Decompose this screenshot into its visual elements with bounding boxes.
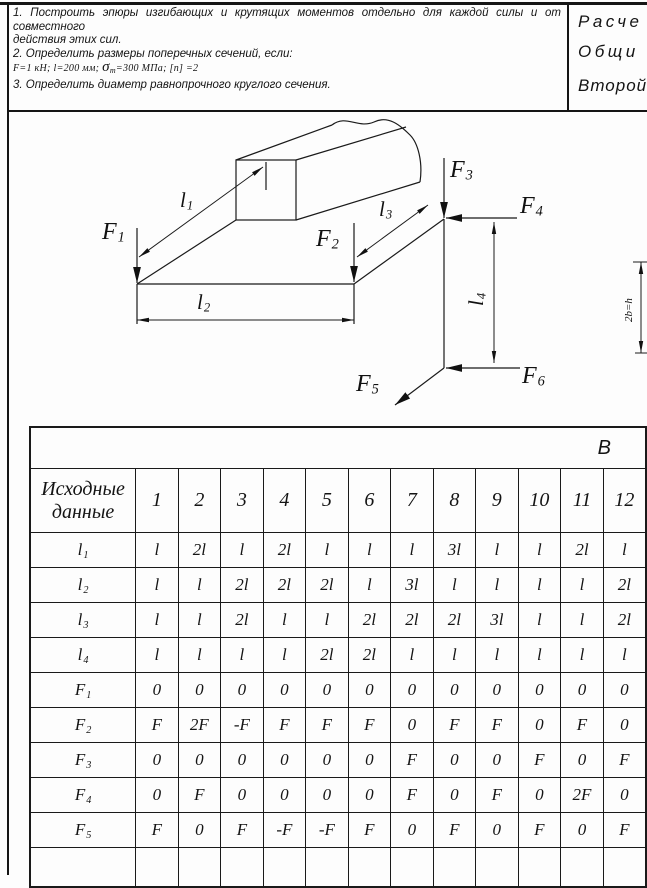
value-cell: -F [263,813,305,848]
stub-header-cell: Исходные данные [30,469,136,533]
task-line-1: 1. Построить эпюры изгибающих и крутящих моментов отдельно для каждой силы и от совместного [13,7,561,33]
value-cell: 2l [603,568,646,603]
row-label-cell: $F_3$ [30,743,136,778]
value-cell: 0 [476,673,518,708]
value-cell: 2l [306,638,348,673]
table-row [30,813,646,848]
value-cell: 0 [518,708,561,743]
value-cell: 2l [263,568,305,603]
value-cell: 0 [476,743,518,778]
value-cell: F [391,743,433,778]
value-cell: F [221,813,263,848]
value-cell: 3l [433,533,475,568]
value-cell: F [603,813,646,848]
clipped-cell [136,848,178,888]
value-cell: 0 [433,778,475,813]
value-cell: 0 [178,813,221,848]
value-cell: 0 [136,673,178,708]
variant-number-cell: 9 [476,469,518,533]
value-cell: -F [221,708,263,743]
value-cell: l [476,533,518,568]
clipped-cell [306,848,348,888]
value-cell: F [263,708,305,743]
variant-number-cell: 12 [603,469,646,533]
value-cell: l [561,568,604,603]
table-row [30,778,646,813]
value-cell: 2l [561,533,604,568]
value-cell: 0 [221,743,263,778]
title-block-line-2: Общи [578,42,639,61]
force-arrow-f5 [395,368,444,405]
clipped-cell [263,848,305,888]
value-cell: 0 [348,778,390,813]
value-cell: l [178,603,221,638]
variant-number-cell: 10 [518,469,561,533]
value-cell: F [561,708,604,743]
value-cell: l [518,603,561,638]
sigma-symbol: σ [102,59,110,75]
title-block-line-1: Расче [578,12,643,31]
value-cell: l [348,533,390,568]
force-label-f1: F1 [102,219,125,246]
value-cell: 0 [221,673,263,708]
value-cell: 0 [433,673,475,708]
header-row [30,469,646,533]
row-label-cell: $l_2$ [30,568,136,603]
row-label-cell: $l_1$ [30,533,136,568]
value-cell: F [348,813,390,848]
frame-diagram [0,110,647,425]
break-wavy-line [332,120,421,182]
value-cell: 2l [178,533,221,568]
value-cell: F [348,708,390,743]
value-cell: F [136,708,178,743]
value-cell: l [178,638,221,673]
value-cell: l [263,603,305,638]
value-cell: l [518,638,561,673]
value-cell: l [561,638,604,673]
value-cell: l [433,568,475,603]
value-cell: 0 [136,778,178,813]
force-label-f5: F5 [356,371,379,398]
force-label-f2: F2 [316,226,339,253]
clipped-cell [561,848,604,888]
value-cell: 2F [561,778,604,813]
value-cell: 2l [306,568,348,603]
clipped-cell [518,848,561,888]
title-block-line-3: Второй [578,76,647,95]
value-cell: 0 [603,708,646,743]
value-cell: F [136,813,178,848]
row-label-cell: $F_2$ [30,708,136,743]
value-cell: 0 [136,743,178,778]
value-cell: l [136,638,178,673]
value-cell: 0 [603,778,646,813]
value-cell: 2F [178,708,221,743]
value-cell: 0 [518,778,561,813]
value-cell: l [136,568,178,603]
table-row [30,638,646,673]
value-cell: 0 [561,813,604,848]
value-cell: l [348,568,390,603]
value-cell: l [263,638,305,673]
clipped-row [30,848,646,888]
clipped-cell [391,848,433,888]
table-row [30,603,646,638]
value-cell: 3l [476,603,518,638]
variant-number-cell: 4 [263,469,305,533]
table-row [30,708,646,743]
value-cell: l [306,603,348,638]
value-cell: 0 [178,673,221,708]
variant-number-cell: 5 [306,469,348,533]
value-cell: 0 [391,813,433,848]
clipped-cell [433,848,475,888]
task-line-5: 3. Определить диаметр равнопрочного круглого сечения. [13,78,331,91]
value-cell: 0 [561,673,604,708]
value-cell: 0 [263,673,305,708]
value-cell: -F [306,813,348,848]
title-block [578,8,647,108]
value-cell: 0 [348,673,390,708]
clipped-cell [30,848,136,888]
row-label-cell: $F_1$ [30,673,136,708]
task-text [13,7,561,92]
task-line-3: 2. Определить размеры поперечных сечений, если: [13,47,293,60]
value-cell: l [561,603,604,638]
variants-table-body [30,427,646,887]
task-line-2: действия этих сил. [13,34,122,46]
value-cell: 2l [221,568,263,603]
value-cell: F [178,778,221,813]
value-cell: 0 [221,778,263,813]
value-cell: l [603,638,646,673]
page-border-top [0,2,647,5]
variant-number-cell: 7 [391,469,433,533]
clipped-cell [348,848,390,888]
variant-number-cell: 6 [348,469,390,533]
variant-number-cell: 3 [221,469,263,533]
value-cell: l [518,533,561,568]
value-cell: F [603,743,646,778]
value-cell: 2l [348,638,390,673]
variant-number-cell: 2 [178,469,221,533]
rod-a-to-beam [137,220,236,284]
given-values-formula: F=1 кН; l=200 мм; $\sigma_т=300$ МПа; [n] =2 [13,59,199,75]
value-cell: 0 [178,743,221,778]
table-row [30,568,646,603]
value-cell: F [433,708,475,743]
table-row [30,533,646,568]
value-cell: F [391,778,433,813]
value-cell: 0 [476,813,518,848]
value-cell: F [476,778,518,813]
value-cell: 0 [348,743,390,778]
banner-cell: В [30,427,646,469]
value-cell: 0 [433,743,475,778]
value-cell: l [391,638,433,673]
dim-label-l3: l3 [379,197,393,222]
banner-row [30,427,646,469]
dim-line-l1 [139,167,263,257]
beam-box-section [236,120,421,220]
dim-label-l2: l2 [197,290,211,315]
value-cell: l [178,568,221,603]
clipped-cell [476,848,518,888]
row-label-cell: $l_4$ [30,638,136,673]
value-cell: 2l [348,603,390,638]
value-cell: l [391,533,433,568]
value-cell: 0 [263,778,305,813]
value-cell: 0 [306,778,348,813]
force-label-f3: F3 [450,157,473,184]
variant-number-cell: 11 [561,469,604,533]
row-label-cell: $F_5$ [30,813,136,848]
value-cell: l [221,638,263,673]
dim-line-l3 [357,205,428,257]
value-cell: 0 [518,673,561,708]
value-cell: 2l [433,603,475,638]
value-cell: l [306,533,348,568]
row-label-cell: $F_4$ [30,778,136,813]
value-cell: l [603,533,646,568]
rod-bc [354,219,444,284]
value-cell: l [476,638,518,673]
value-cell: F [518,743,561,778]
value-cell: 2l [221,603,263,638]
value-cell: l [221,533,263,568]
value-cell: l [518,568,561,603]
row-label-cell: $l_3$ [30,603,136,638]
value-cell: 2l [391,603,433,638]
value-cell: F [518,813,561,848]
value-cell: l [476,568,518,603]
force-label-f6: F6 [522,363,545,390]
clipped-cell [221,848,263,888]
table-row [30,743,646,778]
clipped-cell [603,848,646,888]
value-cell: 0 [603,673,646,708]
value-cell: 0 [561,743,604,778]
value-cell: l [433,638,475,673]
value-cell: 0 [391,673,433,708]
title-block-divider [567,4,569,110]
value-cell: F [433,813,475,848]
value-cell: 0 [391,708,433,743]
force-label-f4: F4 [520,193,543,220]
dim-label-l1: l1 [180,188,194,213]
variant-number-cell: 8 [433,469,475,533]
value-cell: l [136,603,178,638]
value-cell: 0 [306,673,348,708]
section-dim-label: 2b=h [623,298,635,322]
value-cell: 3l [391,568,433,603]
value-cell: 2l [263,533,305,568]
value-cell: F [476,708,518,743]
clipped-cell [178,848,221,888]
value-cell: 0 [306,743,348,778]
value-cell: F [306,708,348,743]
value-cell: 0 [263,743,305,778]
variant-number-cell: 1 [136,469,178,533]
value-cell: l [136,533,178,568]
dim-label-l4: l4 [464,292,489,306]
variants-table [29,426,647,888]
table-row [30,673,646,708]
value-cell: 2l [603,603,646,638]
